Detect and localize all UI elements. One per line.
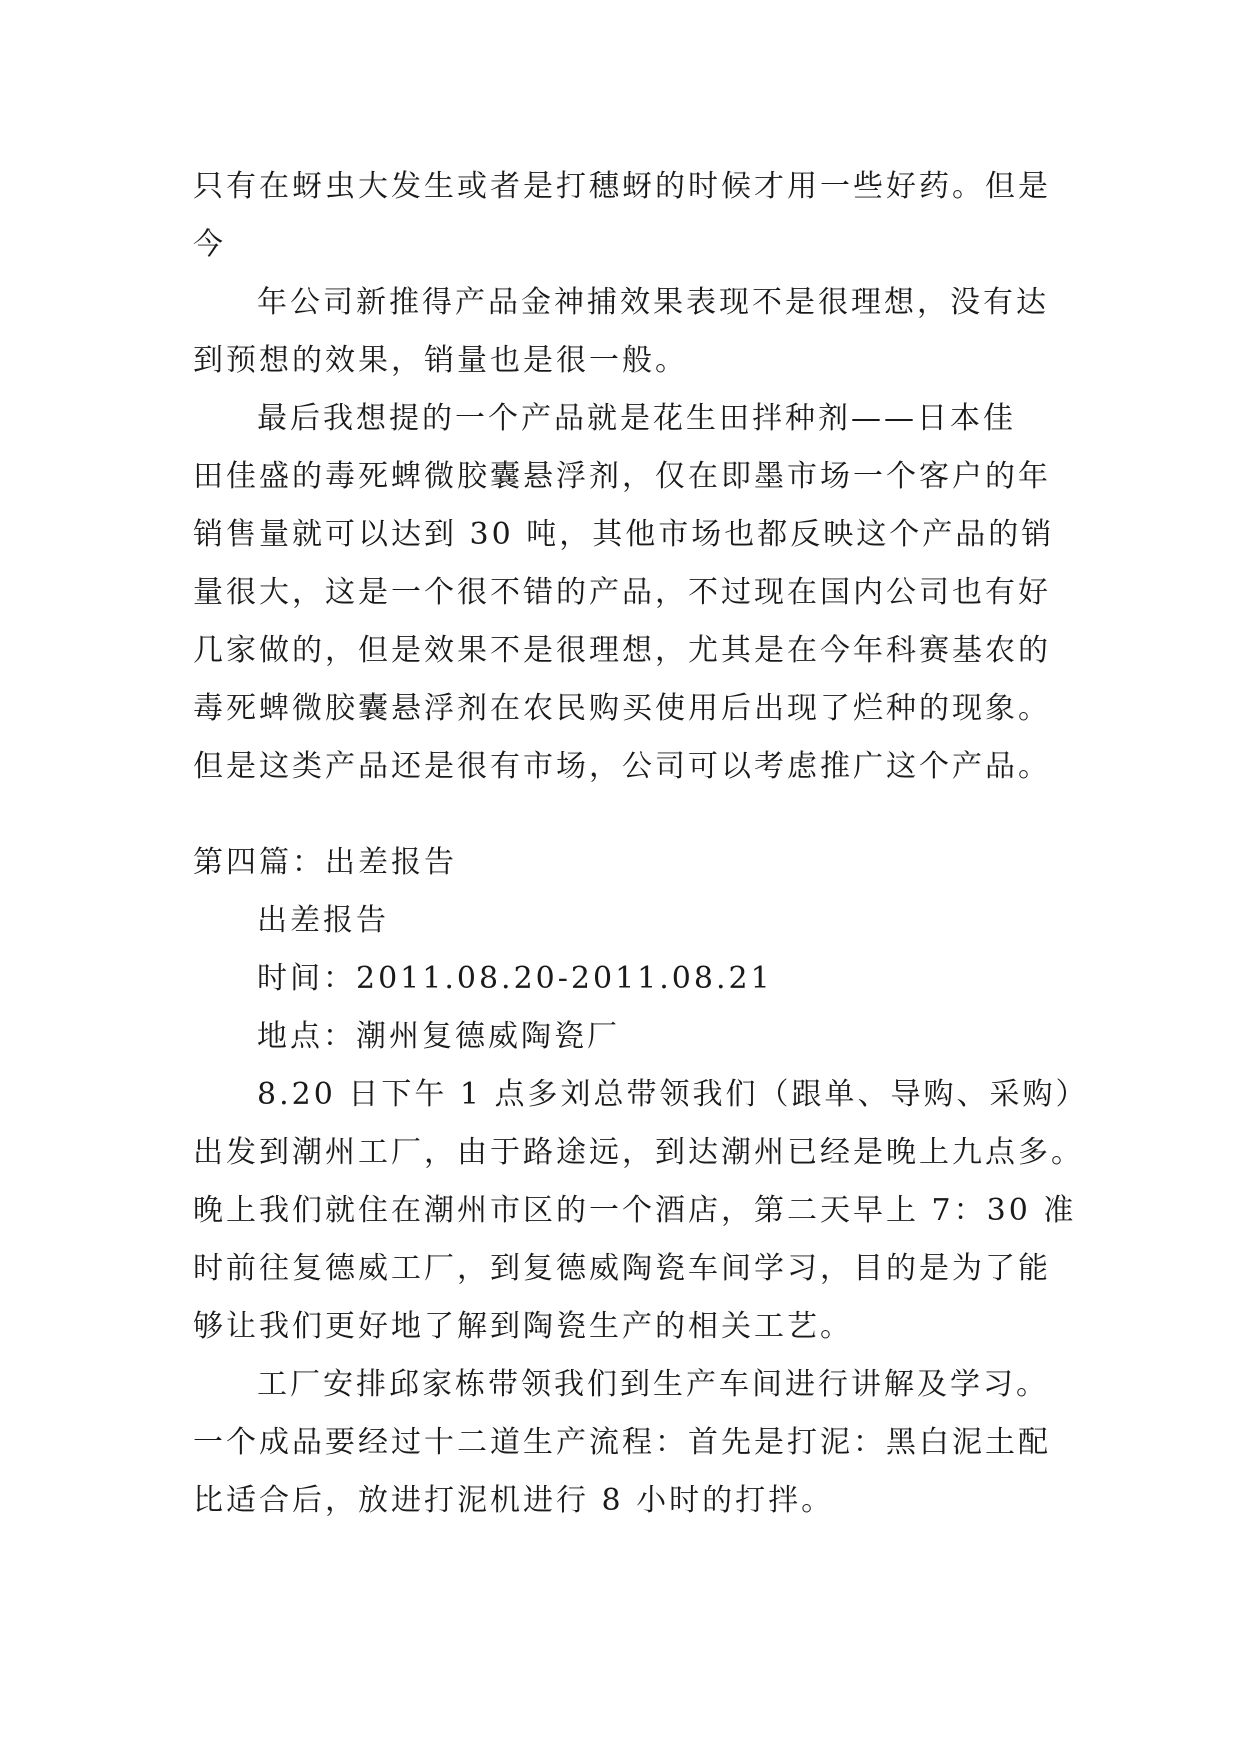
text-line: 年公司新推得产品金神捕效果表现不是很理想，没有达 [257, 285, 1049, 320]
text-line: 出发到潮州工厂，由于路途远，到达潮州已经是晚上九点多。 [193, 1135, 1084, 1170]
text-line: 田佳盛的毒死蜱微胶囊悬浮剂，仅在即墨市场一个客户的年 [193, 459, 1051, 494]
paragraph-trip-details [193, 1066, 1089, 1356]
paragraph-product-jinshenbu [193, 274, 1073, 390]
text-line: 量很大，这是一个很不错的产品，不过现在国内公司也有好 [193, 575, 1051, 610]
report-place: 地点：潮州复德威陶瓷厂 [257, 1019, 620, 1054]
text-line: 只有在蚜虫大发生或者是打穗蚜的时候才用一些好药。但是 [193, 169, 1051, 204]
text-line: 到预想的效果，销量也是很一般。 [193, 343, 688, 378]
text-line: 比适合后，放进打泥机进行 8 小时的打拌。 [193, 1483, 835, 1518]
text-line: 销售量就可以达到 30 吨，其他市场也都反映这个产品的销 [193, 517, 1055, 552]
paragraph-peanut-seed-treatment [193, 390, 1073, 796]
text-line: 晚上我们就住在潮州市区的一个酒店，第二天早上 7：30 准 [193, 1193, 1077, 1228]
text-line: 8.20 日下午 1 点多刘总带领我们（跟单、导购、采购） [257, 1077, 1089, 1112]
paragraph-production-process [193, 1356, 1073, 1530]
text-line: 今 [193, 227, 226, 262]
text-line: 一个成品要经过十二道生产流程：首先是打泥：黑白泥土配 [193, 1425, 1051, 1460]
text-line: 时前往复德威工厂，到复德威陶瓷车间学习，目的是为了能 [193, 1251, 1051, 1286]
text-line: 毒死蜱微胶囊悬浮剂在农民购买使用后出现了烂种的现象。 [193, 691, 1051, 726]
text-line: 最后我想提的一个产品就是花生田拌种剂——日本佳 [257, 401, 1016, 436]
text-line: 够让我们更好地了解到陶瓷生产的相关工艺。 [193, 1309, 853, 1344]
report-title: 出差报告 [257, 903, 389, 938]
text-line: 但是这类产品还是很有市场，公司可以考虑推广这个产品。 [193, 749, 1051, 784]
report-time: 时间：2011.08.20-2011.08.21 [257, 961, 773, 996]
document-body [193, 158, 1089, 1530]
text-line: 工厂安排邱家栋带领我们到生产车间进行讲解及学习。 [257, 1367, 1049, 1402]
section-heading: 第四篇：出差报告 [193, 845, 457, 880]
intro-paragraph [193, 158, 1073, 274]
text-line: 几家做的，但是效果不是很理想，尤其是在今年科赛基农的 [193, 633, 1051, 668]
